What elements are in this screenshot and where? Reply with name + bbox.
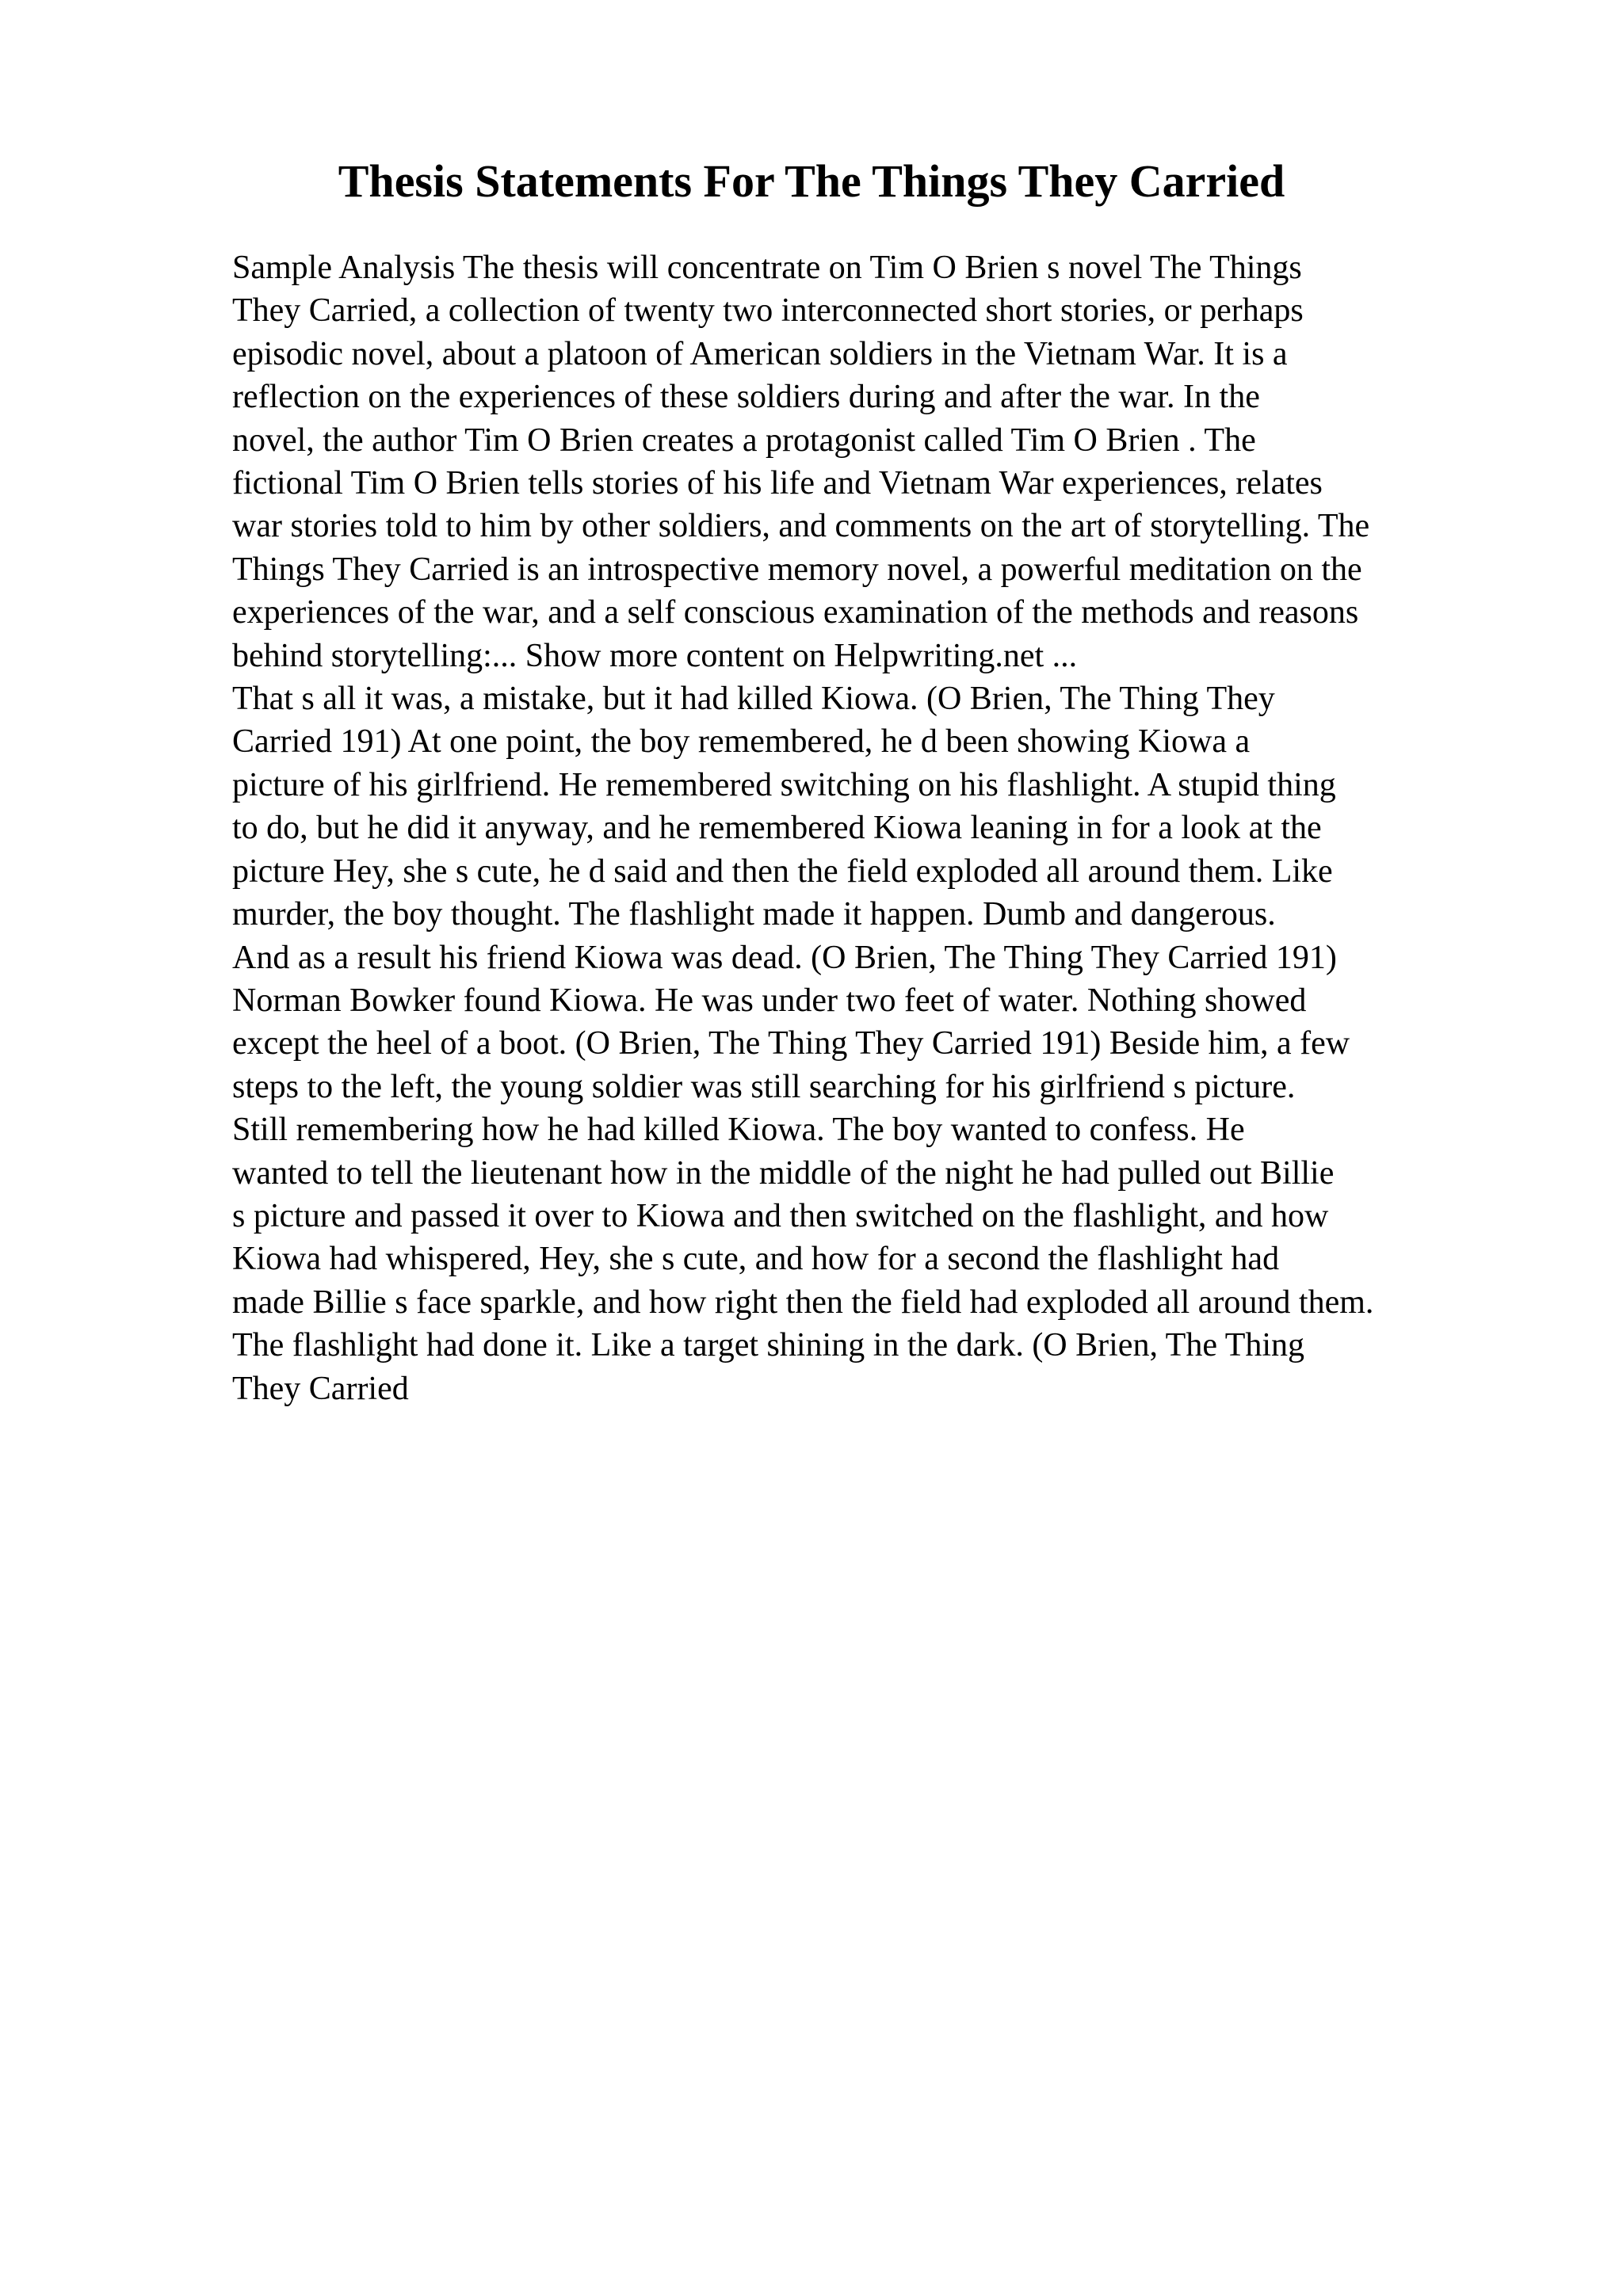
- body-line: picture of his girlfriend. He remembered switching on his flashlight. A stupid thing: [232, 766, 1336, 803]
- body-line: made Billie s face sparkle, and how right then the field had exploded all around them.: [232, 1283, 1374, 1321]
- body-line: except the heel of a boot. (O Brien, The Thing They Carried 191) Beside him, a few: [232, 1025, 1350, 1062]
- body-line: They Carried, a collection of twenty two interconnected short stories, or perhaps: [232, 292, 1304, 330]
- body-line: Norman Bowker found Kiowa. He was under two feet of water. Nothing showed: [232, 982, 1307, 1019]
- body-line: s picture and passed it over to Kiowa and then switched on the flashlight, and how: [232, 1197, 1329, 1234]
- body-line: Sample Analysis The thesis will concentrate on Tim O Brien s novel The Things: [232, 250, 1302, 286]
- body-line: Kiowa had whispered, Hey, she s cute, and how for a second the flashlight had: [232, 1241, 1280, 1278]
- body-line: The flashlight had done it. Like a target shining in the dark. (O Brien, The Thing: [232, 1327, 1305, 1364]
- body-line: picture Hey, she s cute, he d said and then the field exploded all around them. Like: [232, 852, 1333, 890]
- document-body: [232, 246, 1516, 1410]
- body-line: That s all it was, a mistake, but it had killed Kiowa. (O Brien, The Thing They: [232, 681, 1275, 718]
- body-line: steps to the left, the young soldier was still searching for his girlfriend s picture.: [232, 1068, 1296, 1105]
- body-line: behind storytelling:... Show more content on Helpwriting.net ...: [232, 637, 1078, 674]
- body-line: episodic novel, about a platoon of American soldiers in the Vietnam War. It is a: [232, 335, 1288, 372]
- body-line: wanted to tell the lieutenant how in the middle of the night he had pulled out Billie: [232, 1154, 1335, 1192]
- document-title: Thesis Statements For The Things They Carried: [338, 155, 1285, 207]
- body-line: Things They Carried is an introspective memory novel, a powerful meditation on the: [232, 551, 1362, 588]
- body-line: experiences of the war, and a self conscious examination of the methods and reasons: [232, 594, 1359, 631]
- body-line: to do, but he did it anyway, and he remembered Kiowa leaning in for a look at the: [232, 810, 1322, 847]
- body-line: reflection on the experiences of these soldiers during and after the war. In the: [232, 379, 1260, 416]
- body-line: murder, the boy thought. The flashlight made it happen. Dumb and dangerous.: [232, 896, 1276, 933]
- body-line: They Carried: [232, 1370, 409, 1407]
- body-line: war stories told to him by other soldiers, and comments on the art of storytelling. The: [232, 508, 1370, 545]
- body-line: Carried 191) At one point, the boy remembered, he d been showing Kiowa a: [232, 723, 1251, 761]
- body-line: And as a result his friend Kiowa was dead. (O Brien, The Thing They Carried 191): [232, 939, 1337, 976]
- body-line: fictional Tim O Brien tells stories of his life and Vietnam War experiences, relates: [232, 465, 1323, 502]
- body-line: Still remembering how he had killed Kiowa. The boy wanted to confess. He: [232, 1112, 1245, 1149]
- body-line: novel, the author Tim O Brien creates a protagonist called Tim O Brien . The: [232, 421, 1256, 459]
